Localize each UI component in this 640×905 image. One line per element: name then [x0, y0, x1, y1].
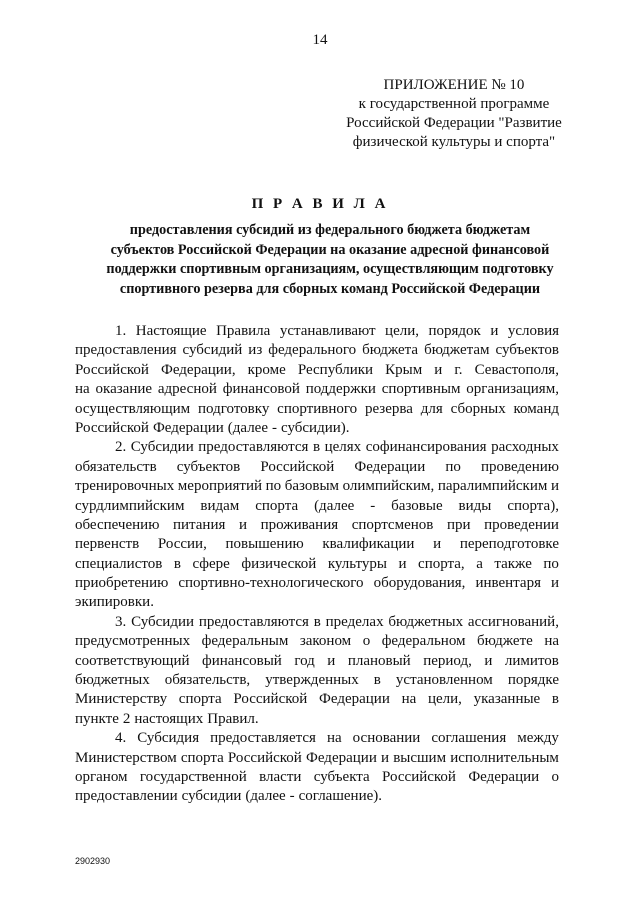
- paragraph: [75, 613, 559, 729]
- paragraph-line: экипировки.: [75, 594, 154, 611]
- page-number: 14: [312, 32, 328, 48]
- appendix-line: к государственной программе: [358, 96, 550, 112]
- paragraph-line: бюджетных обязательств, утвержденных в установленном порядке: [75, 672, 559, 689]
- subtitle-line: спортивного резерва для сборных команд Российской Федерации: [119, 280, 541, 297]
- paragraph-line: предусмотренных федеральным законом о федеральном бюджете на: [75, 633, 559, 650]
- paragraph-line: предоставлении субсидии (далее - соглашение).: [75, 788, 382, 805]
- appendix-line: физической культуры и спорта": [352, 134, 556, 150]
- paragraph-line: Российской Федерации, кроме Республики Крым и г. Севастополя,: [75, 361, 559, 378]
- paragraph-line: органом государственной власти субъекта Российской Федерации о: [75, 768, 559, 785]
- paragraph-line: на оказание адресной финансовой поддержки спортивным организациям,: [75, 381, 559, 398]
- paragraph-line: специалистов в сфере физической культуры и спорта, а также по: [75, 555, 559, 572]
- paragraph-line: соответствующий финансовый год и плановый период, и лимитов: [75, 652, 559, 669]
- paragraph-line: Российской Федерации (далее - субсидии).: [75, 419, 350, 436]
- paragraph: [75, 322, 559, 438]
- paragraph: [75, 729, 559, 807]
- subtitle-line: предоставления субсидий из федерального бюджета бюджетам: [129, 222, 531, 238]
- paragraph-line: 4. Субсидия предоставляется на основании соглашения между: [115, 730, 559, 747]
- paragraph-line: приобретению спортивно-технологического оборудования, инвентаря и: [75, 575, 559, 592]
- document-title: П Р А В И Л А: [251, 196, 389, 212]
- appendix-line: ПРИЛОЖЕНИЕ № 10: [383, 77, 525, 93]
- paragraph-line: пункте 2 настоящих Правил.: [75, 710, 259, 727]
- paragraph-line: обеспечению питания и проживания спортсменов при проведении: [75, 516, 559, 533]
- subtitle-line: поддержки спортивным организациям, осуществляющим подготовку: [106, 261, 554, 277]
- document-body: [75, 322, 559, 807]
- paragraph-line: первенств России, повышению квалификации и переподготовке: [75, 536, 559, 553]
- paragraph-line: 2. Субсидии предоставляются в целях софинансирования расходных: [115, 439, 559, 456]
- subtitle-line: субъектов Российской Федерации на оказание адресной финансовой: [110, 241, 550, 258]
- paragraph-line: предоставления субсидий из федерального бюджета бюджетам субъектов: [75, 342, 559, 359]
- paragraph-line: сурдлимпийским видам спорта (далее - базовые виды спорта),: [75, 497, 559, 514]
- appendix-line: Российской Федерации "Развитие: [346, 115, 562, 131]
- paragraph: [75, 438, 559, 613]
- document-code: 2902930: [75, 856, 111, 866]
- paragraph-line: Министерству спорта Российской Федерации на цели, указанные в: [75, 691, 559, 708]
- paragraph-line: 3. Субсидии предоставляются в пределах бюджетных ассигнований,: [115, 613, 559, 630]
- paragraph-line: 1. Настоящие Правила устанавливают цели, порядок и условия: [115, 323, 559, 339]
- appendix-header: [330, 76, 578, 152]
- paragraph-line: обязательств субъектов Российской Федерации по проведению: [75, 458, 559, 475]
- document-subtitle: [60, 221, 600, 299]
- paragraph-line: осуществляющим подготовку спортивного резерва для сборных команд: [75, 400, 559, 417]
- paragraph-line: тренировочных мероприятий по базовым олимпийским, паралимпийским и: [75, 478, 559, 495]
- paragraph-line: Министерством спорта Российской Федерации и высшим исполнительным: [75, 749, 559, 766]
